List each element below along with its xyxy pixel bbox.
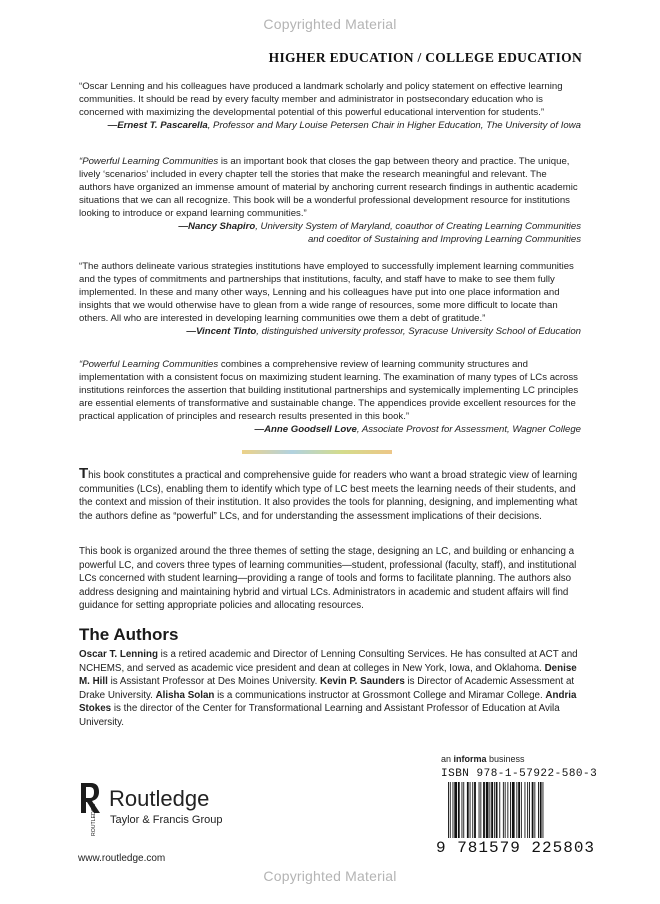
quote-body: “Oscar Lenning and his colleagues have produced a landmark scholarly and policy statement on effective learning communities. It should be read by every faculty member and administrator in postsecondary education who is concerned with maximizing the developmental potential of this powerful educational intervention for students.” [79,81,563,118]
endorser-name: —Vincent Tinto [186,326,257,337]
quote-body: “The authors delineate various strategies institutions have employed to successfully implement learning communities and the types of commitments and partnerships that institutions, faculty, and staff have to make to see them fully implemented. In these and many other ways, Lenning and his colleagues have put into one place information and insights that we would otherwise have to glean from a wide range of resources, some more difficult to locate than others. All who are interested in developing learning communities owe them a debt of gratitude.” [79,261,574,324]
ean-number: 9 781579 225803 [436,839,596,857]
quote-attribution-line2: and coeditor of Sustaining and Improving Learning Communities [307,234,581,245]
description-paragraph-1: This book constitutes a practical and comprehensive guide for readers who want a broad strategic view of learning communities (LCs), enabling them to identify which type of LC best meets the learning needs of their students, and the context and mission of their institution. It also provides the tools for planning, designing, and implementing what the authors define as “powerful” LCs, and for understanding the assessment implications of their decisions. [79,465,578,522]
endorser-role: , Associate Provost for Assessment, Wagner College [356,424,581,435]
authors-bios: Oscar T. Lenning is a retired academic and Director of Lenning Consulting Services. He has consulted at ACT and NCHEMS, and served as academic vice president and dean at colleges in New York, Iowa, and Oklahoma. Denise M. Hill is Assistant Professor at Des Moines University. Kevin P. Saunders is Director of Academic Assessment at Drake University. Alisha Solan is a communications instructor at Grossmont College and Miramar College. Andria Stokes is the director of the Center for Transformational Learning and Assistant Professor of Education at Avila University. [79,649,578,728]
quote-attribution [79,220,581,233]
authors-heading: The Authors [79,625,179,644]
publisher-group: Taylor & Francis Group [110,814,223,826]
endorser-name: —Nancy Shapiro [178,221,256,232]
endorsement-quote [79,260,581,338]
isbn-label: ISBN 978-1-57922-580-3 [441,768,598,780]
drop-cap: T [79,465,89,482]
endorser-role: , University System of Maryland, coauthor of Creating Learning Communities [255,221,581,232]
decorative-divider [242,450,392,454]
endorsement-quote [79,80,581,132]
endorser-name: —Ernest T. Pascarella [107,120,208,131]
informa-tagline: an informa business [441,754,525,764]
quote-attribution [79,119,581,132]
quote-attribution [79,325,581,338]
watermark-bottom: Copyrighted Material [263,868,397,884]
publisher-url: www.routledge.com [78,853,166,864]
routledge-logo-icon [78,780,102,838]
category-label: HIGHER EDUCATION / COLLEGE EDUCATION [268,50,582,65]
quote-attribution [79,423,581,436]
endorser-name: —Anne Goodsell Love [254,424,357,435]
barcode-icon [446,782,578,838]
endorsement-quote [79,358,581,436]
description-paragraph-2: This book is organized around the three themes of setting the stage, designing an LC, and building or enhancing a powerful LC, and covers three types of learning communities—student, professional (faculty, staff), and institutional LCs concerned with student learning—providing a range of tools and forms to facilitate planning. The authors also address designing and maintaining hybrid and virtual LCs. Administrators in academic and student affairs will find guidance for setting appropriate policies and allocating resources. [79,546,577,611]
quote-body: “Powerful Learning Communities combines a comprehensive review of learning community structures and implementation with a consistent focus on maximizing student learning. The examination of many types of LCs across institutions reinforces the assertion that building institutional partnerships and systemically implementing LC principles are essential elements of transformative and sustainable change. The appendices provide excellent resources for the practical application of principles and research results presented in this book.” [79,359,579,422]
watermark-top: Copyrighted Material [263,16,397,32]
endorser-role: , distinguished university professor, Syracuse University School of Education [256,326,581,337]
quote-body: “Powerful Learning Communities is an important book that closes the gap between theory and practice. The unique, lively ‘scenarios’ included in every chapter tell the stories that make the research meaningful and relevant. The authors have organized an immense amount of material by anchoring current research findings in authentic academic situations that we can all recognize. This book will be a wonderful professional development resource for institutions looking to introduce or expand learning communities.” [79,156,578,219]
publisher-name: Routledge [109,786,210,811]
endorser-role: , Professor and Mary Louise Petersen Chair in Higher Education, The University of Iowa [207,120,581,131]
endorsement-quote [79,155,581,246]
svg-text:ROUTLEDGE: ROUTLEDGE [91,803,97,836]
